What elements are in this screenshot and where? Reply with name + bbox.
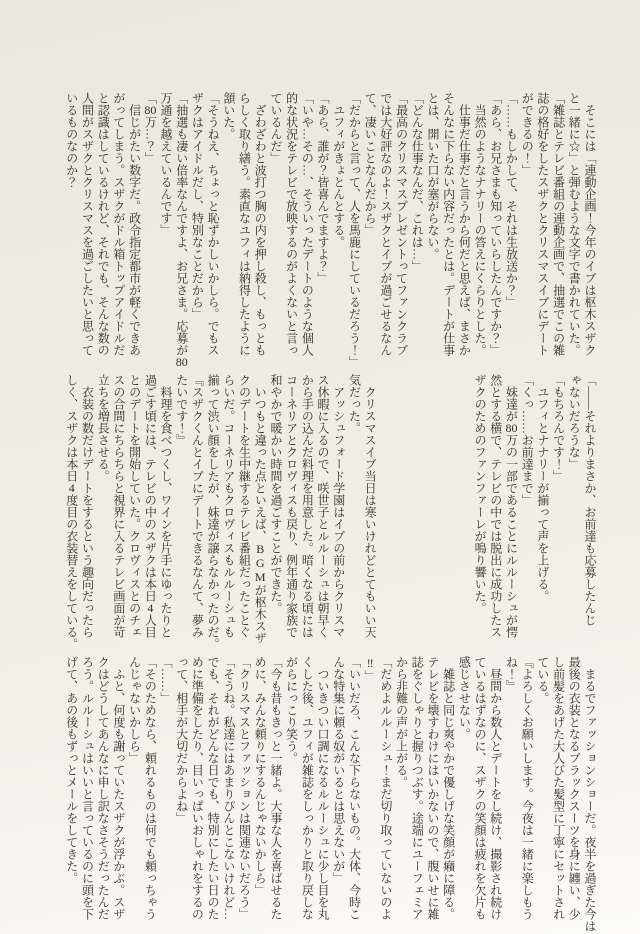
text-line: アッシュフォード学園はイブの前からクリスマ [331,374,346,638]
text-line: 最後の衣装となるブラックスーツを身に纏い、少 [567,656,582,920]
tatechuyoko-number: 4 [68,482,75,494]
blank-line [456,374,472,652]
text-band-middle [63,374,597,652]
text-line: らいだ。コーネリアもクロヴィスもルルーシュも [221,374,236,638]
upright-latin-text: BGM [253,542,268,584]
text-line: 雑誌と同じ爽やかで優しげな笑顔が癪に障る。 [441,656,456,920]
text-line: 「最高のクリスマスプレゼントってファンクラブ [394,92,409,356]
text-line: 信じがたい数字だ。政令指定都市が軽くできあ [127,92,142,356]
text-line: 頷いた。 [221,92,236,140]
text-band-top [63,92,597,370]
text-line: クのデートを生中継するテレビ番組だったことぐ [237,374,252,638]
text-line: では大好評なのよ！スザクとイブが過ごせるなん [378,92,393,356]
tatechuyoko-number: 80 [505,422,518,434]
text-line: とは、開いた口が塞がらない。 [425,92,440,260]
text-line: ついきつい口調になるルルーシュに少し目を丸 [316,656,331,920]
text-line: し前髪をあげた大人びた髪型に丁寧にセットされ [551,656,566,920]
text-line: 揃って渋い顔をしたが、妹達が譲らなかったのだ。 [206,374,221,650]
text-line: 「80万…？」 [143,92,158,164]
text-line: 「いや…その…、そういったデートのような個人 [300,92,315,356]
text-line: 立ちを増長させる。 [96,374,111,482]
text-line: スの合間にちらちらと視界に入るテレビ画面が苛 [111,374,126,638]
text-line: 「だからと言って、人を馬鹿にしているだろう！」 [347,92,362,368]
text-line: 「あら、お兄さまも知っていらしたんですか？」 [488,92,503,356]
text-line: 気だった。 [347,374,362,434]
text-line: 万通を越えているんです」 [159,92,174,236]
text-line: クはどうしてあんなに申し訳なさそうだったんだ [96,656,111,920]
text-line: 「そうね。私達にはあまりぴんとこないけれど… [221,656,236,920]
text-line: ゃないだろうな」 [567,374,582,470]
text-line: て、凄いことなんだから」 [363,92,378,236]
text-line: と認識はしているけれど、それでも、そんな数の [96,92,111,356]
blank-line [377,374,393,652]
text-line: そこには「連動企画！今年のイブは枢木スザク [583,92,597,356]
text-line: めに準備をしたり、目いっぱいおしゃれをするの [190,656,205,920]
text-line: 当然のようなナナリーの答えにくらりとした。 [473,92,488,356]
text-line: がってしまう。スザクがドル箱トップアイドルだ [111,92,126,356]
text-line: とのデートを開始していた。クロヴィスとのチェ [127,374,142,638]
text-line: 料理を食べつくし、ワインを片手にゆったりと [159,374,174,638]
blank-line [409,374,425,652]
text-band-bottom [63,656,597,934]
text-line: 「……もしかして、それは生放送か？」 [504,92,519,308]
text-line: げて、あの後もずっとメールをしてきた。 [64,656,79,884]
text-line: 「そのためなら、頼れるものは何でも頼っちゃう [143,656,158,920]
text-line: 「あら、誰が？皆喜んでますよ？」 [316,92,331,284]
text-line: 衣装の数だけデートをするという趣向だったら [80,374,95,638]
text-line: 「――それよりまさか、お前達も応募したんじ [583,374,597,626]
text-line: って、相手が大切だからよね」 [174,656,189,824]
text-line: から非難の声が上がる。 [394,656,409,788]
text-line: 感じさせない。 [457,656,472,740]
text-line: ているんだ」 [268,92,283,164]
text-line: 妹達が80万の一部であることにルルーシュが愕 [504,374,519,638]
text-line: 和やかで暖かい時間を過ごすことができた。 [268,374,283,614]
text-line: 『よろしくお願いします。今夜は一緒に楽しもう [520,656,535,920]
text-line: 『スザクくんとイブにデートできるなんて、夢み [190,374,205,638]
text-line: コーネリアとクロヴィスも戻り、例年通り家族で [284,374,299,638]
text-line: ‼」 [363,656,378,682]
text-line: ね！』 [504,656,519,692]
text-line: 然とする横で、テレビの中では脱出に成功したス [488,374,503,638]
blank-line [424,374,440,652]
text-line: たいです！』 [174,374,189,446]
text-line: まるでファッションショーだ。夜半を過ぎた今は [583,656,597,932]
text-line: 「今も昔もきっと一緒よ。大事な人を喜ばせるた [268,656,283,920]
text-line: ザクはアイドルだし、特別なことだから」 [190,92,205,320]
text-line: 「クリスマスとファッションは関連ないだろう」 [237,656,252,920]
tatechuyoko-number: 80 [175,356,188,368]
text-line: ユフィがきょとんとする。 [331,92,346,248]
text-line: ろう。ルルーシュはいいと言っているのに頭を下 [80,656,95,920]
text-line: くした後、ユフィが雑誌をしっかりと取り戻しな [300,656,315,920]
text-line: ができるの！」 [520,92,535,176]
text-line: らしく取り繕う。素直なユフィは納得したように [237,92,252,356]
text-line: がらにっこり笑う。 [284,656,299,764]
text-line: 「くっ……お前達まで」 [520,374,535,506]
text-line: いつもと違った点といえば、BGMが枢木スザ [253,374,268,644]
blank-line [393,374,409,652]
text-line: ているはずなのに、スザクの笑顔は疲れを欠片も [473,656,488,920]
text-line: 「雑誌とテレビ番組の連動企画で、抽選でこの雑 [551,92,566,356]
text-line: 「もちろんです！」 [551,374,566,482]
tatechuyoko-number: 80 [144,104,157,116]
text-line: ス休暇に入るので、咲世子とルルーシュは朝早く [316,374,331,638]
text-line: んな特集に頼る奴がいるとは思えないが」 [331,656,346,884]
text-line: 誌をぐしゃりと握りつぶす。途端にユーフェミア [410,656,425,920]
text-line: ザクのためのファンファーレが鳴り響いた。 [473,374,488,614]
text-line: 的な状況をテレビで放映するのがよくないと言っ [284,92,299,356]
tatechuyoko-number: 4 [147,602,154,614]
text-line: そんなに下らない内容だったとは。デートが仕事 [441,92,456,356]
text-line: テレビを壊すわけにはいかないので、腹いせに雑 [425,656,440,920]
text-line: と一緒に☆」と弾むような文字で書かれていた。 [567,92,582,356]
text-line: ユフィとナナリーが揃って声を上げる。 [535,374,550,602]
text-line: ふと、何度も謝っていたスザクが浮かぶ。スザ [111,656,126,920]
text-line: から手の込んだ料理を用意した。暗くなる頃には [300,374,315,638]
text-line: しく、スザクは本日4度目の衣装替えをしている。 [64,374,79,650]
text-line: 誌の格好をしたスザクとクリスマスイブにデート [535,92,550,356]
text-line: 仕事だ仕事だと言うから何だと思えば、まさか [457,92,472,356]
text-line: めに、みんな頼りにするんじゃないかしら」 [253,656,268,896]
text-line: んじゃないかしら」 [127,656,142,764]
text-line: 昼間から数人とデートをし続け、撮影され続け [488,656,503,920]
text-line: ざわざわと波打つ胸の内を押し殺し、もっとも [253,92,268,356]
blank-line [440,374,456,652]
text-line: 「だめよルルーシュ！まだ切り取っていないのよ [378,656,393,920]
text-line: 「いいだろ、こんな下らないもの。大体、今時こ [347,656,362,920]
text-line: クリスマスイブ当日は寒いけれどとてもいい天 [363,374,378,638]
text-line: でも、それがどんな日でも、特別にしたい日のた [206,656,221,920]
text-line: 過ごす頃には、テレビの中のスザクは本日4人目 [143,374,158,638]
text-line: 「そうねえ、ちょっと恥ずかしいかしら。でもス [206,92,221,356]
text-line: 「どんな仕事なんだ、これは…」 [410,92,425,272]
text-line: ている。 [535,656,550,704]
text-line: いるものなのか？ [64,92,79,188]
text-line: 人間がスザクとクリスマスを過ごしたいと思って [80,92,95,356]
text-line: 「……」 [159,656,174,704]
text-line: 「抽選も凄い倍率なんですよ、お兄さま。応募が80 [174,92,189,368]
